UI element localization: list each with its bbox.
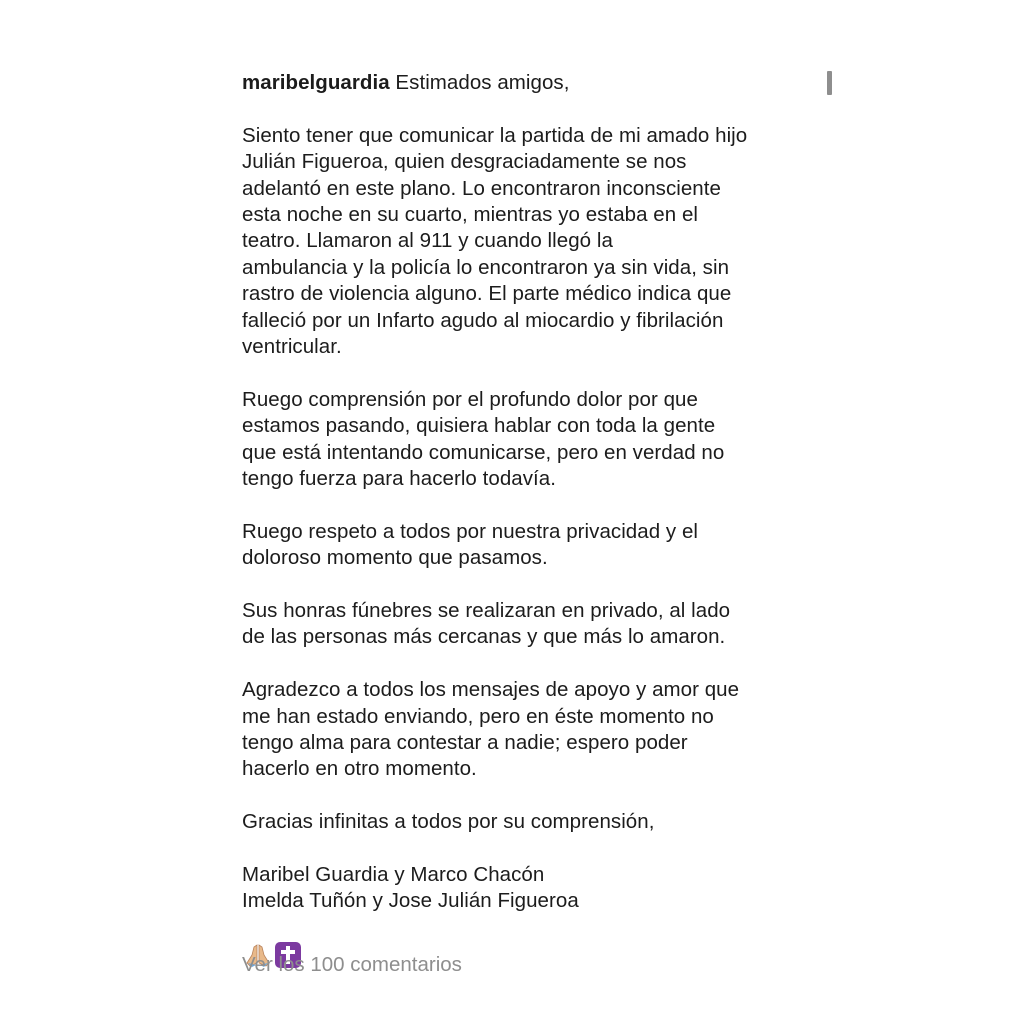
comments-link-cutoff[interactable] bbox=[242, 946, 542, 976]
username-link[interactable]: maribelguardia bbox=[242, 71, 390, 94]
signature-line-1: Maribel Guardia y Marco Chacón bbox=[242, 863, 545, 887]
caption-paragraph-1: Siento tener que comunicar la partida de mi amado hijo Julián Figueroa, quien desgraciadamente se nos adelantó en este plano. Lo encontraron inconsciente esta noche en su cuarto, mientras yo estaba en el teatro. Llamaron al 911 y cuando llegó la ambulancia y la policía lo encontraron ya sin vida, sin rastro de violencia alguno. El parte médico indica que falleció por un Infarto agudo al miocardio y fibrilación ventricular. bbox=[242, 123, 748, 359]
post-scrollbar[interactable] bbox=[827, 71, 832, 95]
greeting-text: Estimados amigos, bbox=[395, 71, 570, 94]
post-caption bbox=[242, 70, 817, 977]
caption-paragraph-6: Gracias infinitas a todos por su comprensión, bbox=[242, 810, 655, 834]
caption-paragraph-2: Ruego comprensión por el profundo dolor por que estamos pasando, quisiera hablar con toda la gente que está intentando comunicarse, pero en verdad no tengo fuerza para hacerlo todavía. bbox=[242, 387, 725, 491]
caption-greeting-line bbox=[242, 70, 817, 96]
signature-line-2-text: Imelda Tuñón y Jose Julián Figueroa bbox=[242, 889, 579, 913]
caption-paragraph-4: Sus honras fúnebres se realizaran en privado, al lado de las personas más cercanas y que más lo amaron. bbox=[242, 599, 731, 649]
caption-paragraph-5: Agradezco a todos los mensajes de apoyo y amor que me han estado enviando, pero en éste momento no tengo alma para contestar a nadie; espero poder hacerlo en otro momento. bbox=[242, 678, 740, 781]
caption-paragraph-3: Ruego respeto a todos por nuestra privacidad y el doloroso momento que pasamos. bbox=[242, 519, 699, 570]
comments-link-text[interactable]: Ver los 100 comentarios bbox=[242, 953, 462, 976]
